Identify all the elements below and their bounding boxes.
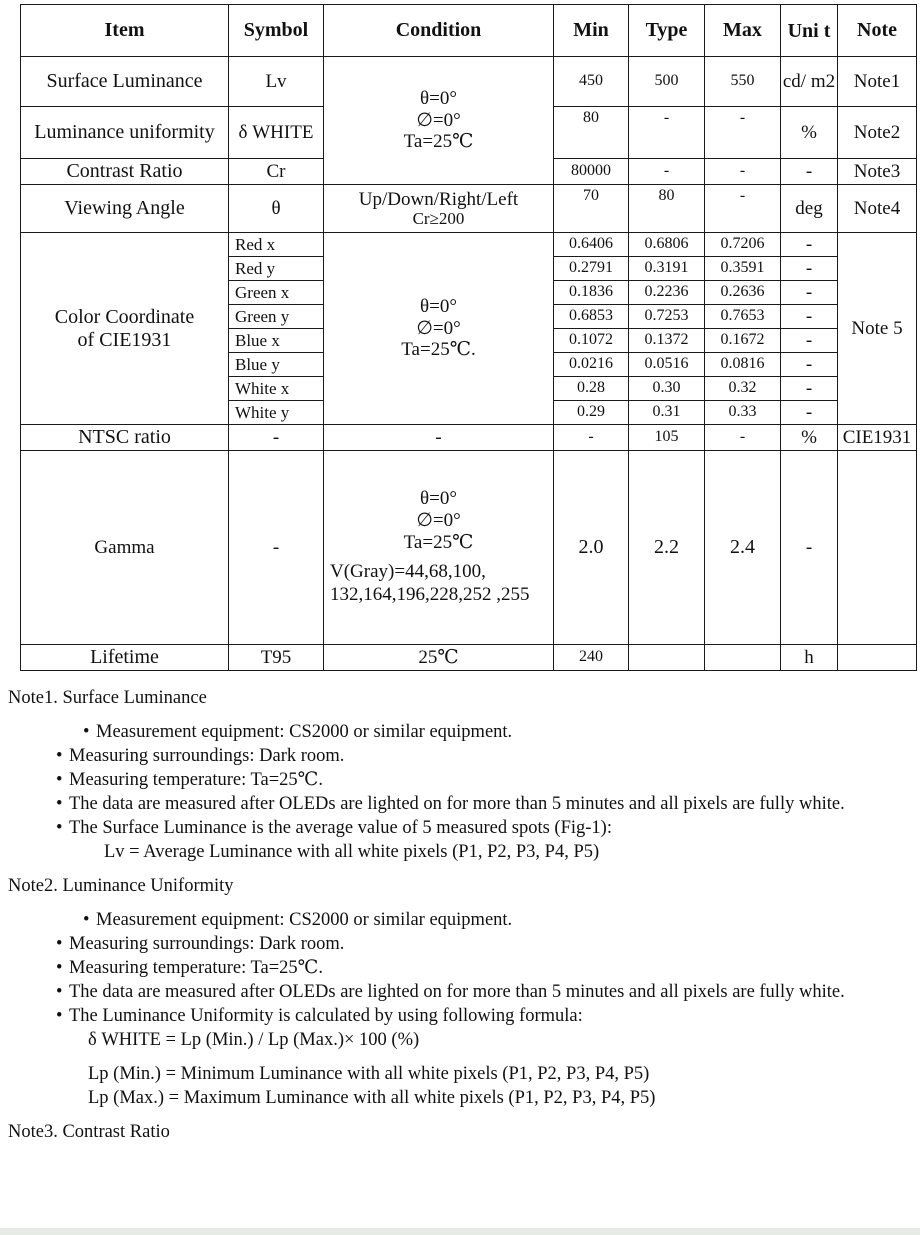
max-cell: 0.7206	[705, 233, 781, 257]
symbol-cell: White y	[229, 401, 324, 425]
symbol-cell: T95	[229, 645, 324, 671]
unit-cell: deg	[781, 185, 838, 233]
condition-line: θ=0°	[420, 487, 457, 509]
max-cell: -	[705, 107, 781, 159]
condition-line: ∅=0°	[416, 109, 461, 131]
unit-cell: -	[781, 281, 838, 305]
item-cell: Lifetime	[21, 645, 229, 671]
note1-formula: Lv = Average Luminance with all white pixels (P1, P2, P3, P4, P5)	[104, 842, 600, 862]
condition-line: θ=0°	[420, 87, 457, 109]
note-cell	[838, 645, 917, 671]
note2-lp-min: Lp (Min.) = Minimum Luminance with all white pixels (P1, P2, P3, P4, P5)	[88, 1064, 650, 1084]
unit-cell: %	[781, 425, 838, 451]
condition-cell	[324, 185, 554, 233]
type-cell: 0.2236	[629, 281, 705, 305]
condition-cell	[324, 451, 554, 645]
max-cell: 0.2636	[705, 281, 781, 305]
symbol-cell: Lv	[229, 57, 324, 107]
unit-cell: -	[781, 257, 838, 281]
table-row	[21, 451, 917, 645]
min-cell: 0.29	[554, 401, 629, 425]
symbol-cell: θ	[229, 185, 324, 233]
min-cell: 0.6406	[554, 233, 629, 257]
min-cell: 80000	[554, 159, 629, 185]
unit-cell: %	[781, 107, 838, 159]
header-condition: Condition	[324, 5, 554, 57]
unit-cell: -	[781, 377, 838, 401]
min-cell: 0.28	[554, 377, 629, 401]
type-cell: 0.3191	[629, 257, 705, 281]
max-cell: -	[705, 425, 781, 451]
condition-line: Ta=25℃	[403, 131, 474, 153]
type-cell: 80	[629, 185, 705, 233]
note3-title: Note3. Contrast Ratio	[8, 1122, 170, 1142]
note-cell: Note2	[838, 107, 917, 159]
type-cell: 0.31	[629, 401, 705, 425]
min-cell: 0.2791	[554, 257, 629, 281]
table-row	[21, 185, 917, 233]
symbol-cell: Blue x	[229, 329, 324, 353]
unit-cell: h	[781, 645, 838, 671]
note-cell	[838, 451, 917, 645]
type-cell: 0.0516	[629, 353, 705, 377]
table-row	[21, 645, 917, 671]
symbol-cell: Red y	[229, 257, 324, 281]
condition-cell: 25℃	[324, 645, 554, 671]
min-cell: -	[554, 425, 629, 451]
min-cell: 450	[554, 57, 629, 107]
item-cell: Color Coordinate of CIE1931	[21, 233, 229, 425]
condition-line: ∅=0°	[416, 509, 461, 531]
note1-bullet: • The Surface Luminance is the average value of 5 measured spots (Fig-1):	[8, 816, 913, 840]
unit-cell: -	[781, 159, 838, 185]
note2-bullet: • Measurement equipment: CS2000 or similar equipment.	[8, 908, 913, 932]
max-cell: 0.33	[705, 401, 781, 425]
symbol-cell: -	[229, 451, 324, 645]
item-cell: NTSC ratio	[21, 425, 229, 451]
symbol-cell: Red x	[229, 233, 324, 257]
note1-bullet: • Measurement equipment: CS2000 or similar equipment.	[8, 720, 913, 744]
max-cell: -	[705, 185, 781, 233]
page-bottom-edge	[0, 1228, 920, 1235]
type-cell	[629, 645, 705, 671]
note-cell: Note 5	[838, 233, 917, 425]
header-unit: Uni t	[781, 5, 838, 57]
table-row	[21, 425, 917, 451]
note2-bullet: • The Luminance Uniformity is calculated by using following formula:	[8, 1004, 913, 1028]
type-cell: 500	[629, 57, 705, 107]
max-cell: 0.0816	[705, 353, 781, 377]
note2-lp-max: Lp (Max.) = Maximum Luminance with all white pixels (P1, P2, P3, P4, P5)	[88, 1088, 656, 1108]
unit-cell: -	[781, 451, 838, 645]
item-cell: Surface Luminance	[21, 57, 229, 107]
symbol-cell: -	[229, 425, 324, 451]
unit-cell: -	[781, 329, 838, 353]
item-cell: Viewing Angle	[21, 185, 229, 233]
header-note: Note	[838, 5, 917, 57]
min-cell: 0.1836	[554, 281, 629, 305]
max-cell: 0.1672	[705, 329, 781, 353]
condition-cell	[324, 233, 554, 425]
type-cell: -	[629, 107, 705, 159]
symbol-cell: Cr	[229, 159, 324, 185]
note-cell: Note3	[838, 159, 917, 185]
note1-bullet: • The data are measured after OLEDs are lighted on for more than 5 minutes and all pixels are fully white.	[8, 792, 913, 816]
max-cell: 0.32	[705, 377, 781, 401]
item-cell: Luminance uniformity	[21, 107, 229, 159]
min-cell: 240	[554, 645, 629, 671]
condition-line: θ=0°	[420, 295, 457, 317]
condition-cell	[324, 57, 554, 185]
symbol-cell: Green x	[229, 281, 324, 305]
unit-cell: -	[781, 233, 838, 257]
table-row	[21, 57, 917, 107]
max-cell: 2.4	[705, 451, 781, 645]
header-max: Max	[705, 5, 781, 57]
symbol-cell: Green y	[229, 305, 324, 329]
note2-bullet: • Measuring surroundings: Dark room.	[8, 932, 913, 956]
item-cell: Gamma	[21, 451, 229, 645]
condition-line: Up/Down/Right/Left	[358, 188, 519, 210]
max-cell: 0.7653	[705, 305, 781, 329]
note2-title: Note2. Luminance Uniformity	[8, 876, 234, 896]
symbol-cell: Blue y	[229, 353, 324, 377]
note2-formula: δ WHITE = Lp (Min.) / Lp (Max.)× 100 (%)	[88, 1030, 420, 1050]
note-cell: Note1	[838, 57, 917, 107]
condition-line: Ta=25℃.	[401, 339, 476, 361]
min-cell: 70	[554, 185, 629, 233]
item-cell: Contrast Ratio	[21, 159, 229, 185]
header-item: Item	[21, 5, 229, 57]
symbol-cell: δ WHITE	[229, 107, 324, 159]
type-cell: 2.2	[629, 451, 705, 645]
condition-line: Ta=25℃	[403, 531, 474, 553]
min-cell: 0.0216	[554, 353, 629, 377]
type-cell: 0.1372	[629, 329, 705, 353]
note1-bullet: • Measuring temperature: Ta=25℃.	[8, 768, 913, 792]
condition-line: Cr≥200	[412, 208, 465, 228]
header-symbol: Symbol	[229, 5, 324, 57]
note2-bullet: • Measuring temperature: Ta=25℃.	[8, 956, 913, 980]
unit-cell: cd/ m2	[781, 57, 838, 107]
notes-section	[8, 686, 913, 1154]
type-cell: -	[629, 159, 705, 185]
type-cell: 0.30	[629, 377, 705, 401]
optical-spec-table	[20, 4, 917, 671]
min-cell: 0.1072	[554, 329, 629, 353]
unit-cell: -	[781, 401, 838, 425]
note1-bullet: • Measuring surroundings: Dark room.	[8, 744, 913, 768]
condition-line: ∅=0°	[416, 317, 461, 339]
min-cell: 2.0	[554, 451, 629, 645]
max-cell: -	[705, 159, 781, 185]
table-row	[21, 233, 917, 257]
condition-cell: -	[324, 425, 554, 451]
symbol-cell: White x	[229, 377, 324, 401]
type-cell: 0.6806	[629, 233, 705, 257]
max-cell: 0.3591	[705, 257, 781, 281]
max-cell	[705, 645, 781, 671]
header-type: Type	[629, 5, 705, 57]
min-cell: 0.6853	[554, 305, 629, 329]
note-cell: Note4	[838, 185, 917, 233]
max-cell: 550	[705, 57, 781, 107]
type-cell: 105	[629, 425, 705, 451]
header-row	[21, 5, 917, 57]
note1-title: Note1. Surface Luminance	[8, 688, 207, 708]
min-cell: 80	[554, 107, 629, 159]
note-cell: CIE1931	[838, 425, 917, 451]
gray-levels: V(Gray)=44,68,100, 132,164,196,228,252 ,255	[330, 560, 530, 606]
header-min: Min	[554, 5, 629, 57]
unit-cell: -	[781, 305, 838, 329]
note2-bullet: • The data are measured after OLEDs are lighted on for more than 5 minutes and all pixels are fully white.	[8, 980, 913, 1004]
unit-cell: -	[781, 353, 838, 377]
type-cell: 0.7253	[629, 305, 705, 329]
